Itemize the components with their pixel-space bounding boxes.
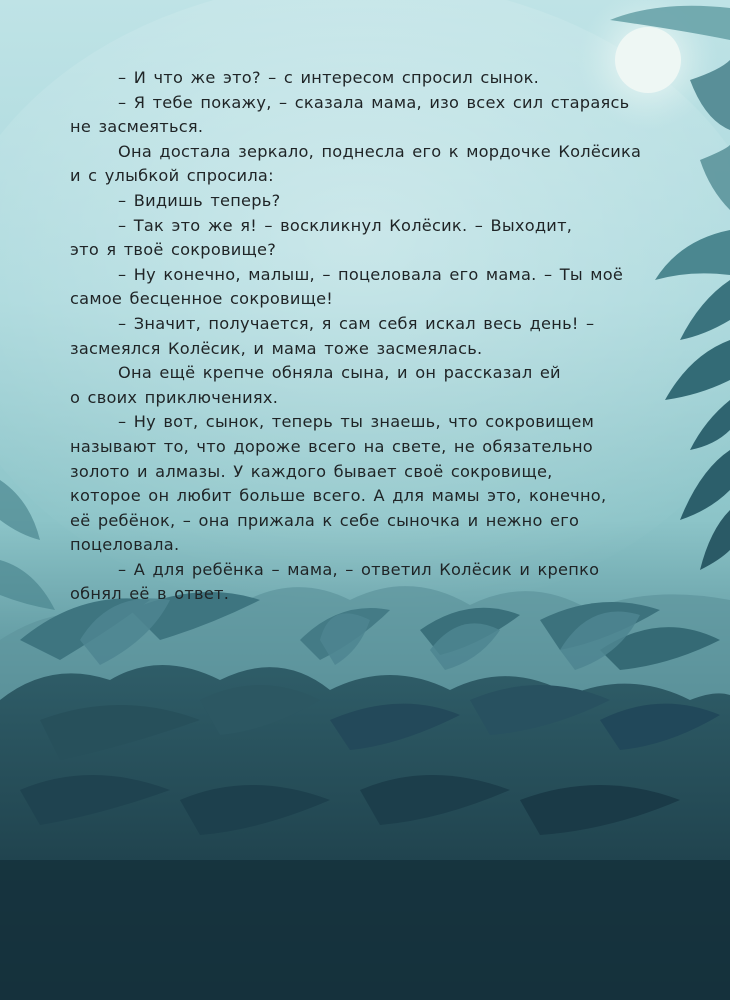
story-text [70, 66, 670, 607]
text-line: – Видишь теперь? [118, 190, 281, 210]
text-line: называют то, что дороже всего на свете, не обязательно [70, 436, 593, 456]
text-line: золото и алмазы. У каждого бывает своё сокровище, [70, 461, 553, 481]
text-line: Она ещё крепче обняла сына, и он рассказал ей [118, 363, 561, 383]
text-line: – Я тебе покажу, – сказала мама, изо всех сил стараясь [118, 92, 630, 112]
text-line: которое он любит больше всего. А для мамы это, конечно, [70, 486, 607, 506]
text-line: о своих приключениях. [70, 387, 279, 407]
text-line: обнял её в ответ. [70, 584, 230, 604]
text-line: – Так это же я! – воскликнул Колёсик. – Выходит, [118, 215, 573, 235]
text-line: это я твоё сокровище? [70, 240, 277, 260]
text-line: поцеловала. [70, 535, 180, 555]
text-line: – Значит, получается, я сам себя искал весь день! – [118, 313, 595, 333]
text-line: – А для ребёнка – мама, – ответил Колёсик и крепко [118, 559, 600, 579]
text-line: – Ну вот, сынок, теперь ты знаешь, что сокровищем [118, 412, 595, 432]
text-line: её ребёнок, – она прижала к себе сыночка и нежно его [70, 510, 580, 530]
text-line: – И что же это? – с интересом спросил сынок. [118, 68, 540, 87]
text-line: засмеялся Колёсик, и мама тоже засмеялась. [70, 338, 483, 358]
text-line: самое бесценное сокровище! [70, 289, 334, 309]
text-line: – Ну конечно, малыш, – поцеловала его мама. – Ты моё [118, 264, 624, 284]
text-line: и с улыбкой спросила: [70, 166, 274, 186]
text-line: не засмеяться. [70, 117, 204, 137]
ground-shadow [0, 860, 730, 1000]
text-line: Она достала зеркало, поднесла его к мордочке Колёсика [118, 141, 642, 161]
